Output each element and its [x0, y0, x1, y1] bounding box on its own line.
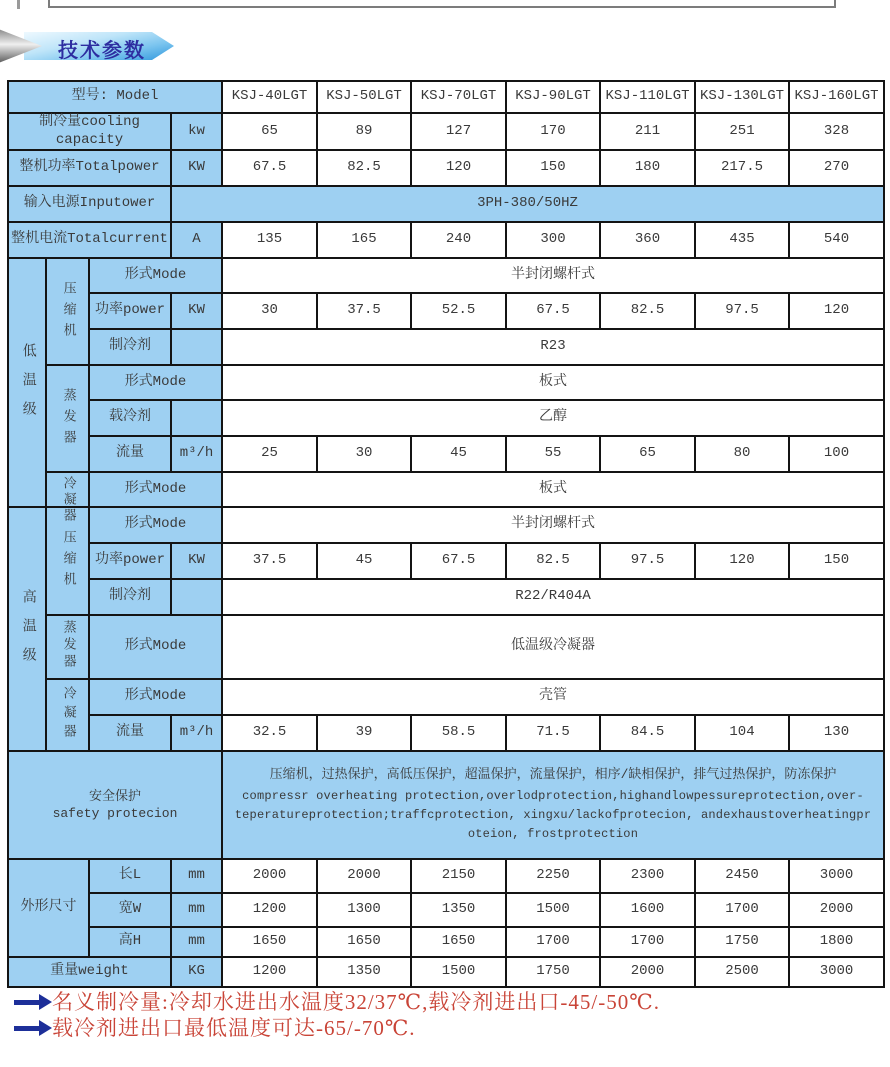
- value-cell: 150: [789, 543, 884, 579]
- model-cell: KSJ-70LGT: [411, 81, 506, 113]
- value-cell: 120: [695, 543, 789, 579]
- row-label-cell: 形式Mode: [89, 615, 222, 679]
- value-cell: 435: [695, 222, 789, 258]
- value-cell: 180: [600, 150, 695, 186]
- model-row: [8, 81, 884, 113]
- lt-refrigerant-row: [8, 329, 884, 365]
- value-cell: 55: [506, 436, 600, 472]
- value-cell: 52.5: [411, 293, 506, 329]
- value-cell: 2000: [222, 859, 317, 893]
- value-cell: 217.5: [695, 150, 789, 186]
- value-cell: 104: [695, 715, 789, 751]
- value-cell: 97.5: [600, 543, 695, 579]
- component-label-cell: [46, 258, 89, 365]
- ht-compressor-mode-row: [8, 507, 884, 543]
- unit-cell: KG: [171, 957, 222, 987]
- spec-table: [7, 80, 885, 988]
- value-cell: 3000: [789, 859, 884, 893]
- value-cell: 1500: [506, 893, 600, 927]
- value-cell: 45: [317, 543, 411, 579]
- value-cell: 1700: [506, 927, 600, 957]
- lt-compressor-label: 压缩机: [60, 280, 76, 344]
- value-cell: 1350: [317, 957, 411, 987]
- value-cell: 82.5: [317, 150, 411, 186]
- row-label-cell: 制冷剂: [89, 579, 171, 615]
- value-cell: 板式: [222, 365, 884, 400]
- value-cell: 32.5: [222, 715, 317, 751]
- unit-cell: m³/h: [171, 715, 222, 751]
- row-label-cell: 制冷剂: [89, 329, 171, 365]
- value-cell: 25: [222, 436, 317, 472]
- unit-cell: m³/h: [171, 436, 222, 472]
- row-label-cell: 形式Mode: [89, 679, 222, 715]
- value-cell: 乙醇: [222, 400, 884, 436]
- value-cell: 1600: [600, 893, 695, 927]
- value-cell: R22/R404A: [222, 579, 884, 615]
- value-cell: 1200: [222, 957, 317, 987]
- value-cell: 165: [317, 222, 411, 258]
- row-label-cell: 形式Mode: [89, 365, 222, 400]
- safety-line: 压缩机，过热保护，高低压保护，超温保护，流量保护，相序/缺相保护，排气过热保护，防冻保护: [269, 767, 837, 782]
- value-cell: 3000: [789, 957, 884, 987]
- value-cell: 板式: [222, 472, 884, 507]
- model-cell: KSJ-50LGT: [317, 81, 411, 113]
- safety-label-en: safety protecion: [52, 805, 178, 821]
- row-label-cell: 宽W: [89, 893, 171, 927]
- total-power-row: [8, 150, 884, 186]
- ht-flow-row: [8, 715, 884, 751]
- unit-cell: mm: [171, 893, 222, 927]
- ht-compressor-power-row: [8, 543, 884, 579]
- arrow-icon: [14, 1000, 40, 1005]
- value-cell: 2450: [695, 859, 789, 893]
- value-cell: 270: [789, 150, 884, 186]
- lt-section-label: 低温级: [19, 342, 36, 430]
- value-cell: 30: [222, 293, 317, 329]
- lt-condenser-label: 冷凝器: [60, 476, 76, 524]
- lt-flow-row: [8, 436, 884, 472]
- value-cell: 壳管: [222, 679, 884, 715]
- arrow-icon: [14, 1026, 40, 1031]
- model-cell: KSJ-110LGT: [600, 81, 695, 113]
- safety-line: oteion, frostprotection: [467, 827, 639, 841]
- value-cell: 1700: [695, 893, 789, 927]
- lt-evaporator-mode-row: [8, 365, 884, 400]
- value-cell: 1750: [506, 957, 600, 987]
- lt-coolant-row: [8, 400, 884, 436]
- value-cell: 540: [789, 222, 884, 258]
- row-label-cell: 输入电源Inputower: [8, 186, 171, 222]
- row-label-cell: 形式Mode: [89, 507, 222, 543]
- value-cell: 1350: [411, 893, 506, 927]
- unit-cell: KW: [171, 293, 222, 329]
- value-cell: 37.5: [317, 293, 411, 329]
- unit-cell: [171, 329, 222, 365]
- note-line: [10, 1016, 880, 1041]
- component-label-cell: [46, 365, 89, 472]
- value-cell: 1200: [222, 893, 317, 927]
- value-cell: 82.5: [600, 293, 695, 329]
- value-cell: 100: [789, 436, 884, 472]
- component-label-cell: [46, 679, 89, 751]
- value-cell: 300: [506, 222, 600, 258]
- value-cell: 1300: [317, 893, 411, 927]
- tech-params-banner: [0, 27, 220, 65]
- value-cell: 97.5: [695, 293, 789, 329]
- value-cell: 84.5: [600, 715, 695, 751]
- cooling-capacity-row: [8, 113, 884, 150]
- weight-row: [8, 957, 884, 987]
- value-cell: 65: [600, 436, 695, 472]
- unit-cell: [171, 400, 222, 436]
- component-label-cell: [46, 615, 89, 679]
- row-label-cell: 整机功率Totalpower: [8, 150, 171, 186]
- value-cell: 2000: [600, 957, 695, 987]
- ht-evaporator-mode-row: [8, 615, 884, 679]
- value-cell: 211: [600, 113, 695, 150]
- note-text: 载冷剂进出口最低温度可达-65/-70℃.: [52, 1016, 416, 1040]
- value-cell: 328: [789, 113, 884, 150]
- lt-evaporator-label: 蒸发器: [60, 387, 76, 451]
- ht-condenser-label: 冷凝器: [60, 685, 76, 743]
- value-cell: 2500: [695, 957, 789, 987]
- value-cell: 58.5: [411, 715, 506, 751]
- value-cell: 2000: [789, 893, 884, 927]
- value-cell: 1500: [411, 957, 506, 987]
- value-cell: 120: [411, 150, 506, 186]
- value-cell: 67.5: [222, 150, 317, 186]
- ht-refrigerant-row: [8, 579, 884, 615]
- total-current-row: [8, 222, 884, 258]
- value-cell: 2000: [317, 859, 411, 893]
- note-text: 名义制冷量:冷却水进出水温度32/37℃,载冷剂进出口-45/-50℃.: [52, 990, 660, 1014]
- value-cell: 65: [222, 113, 317, 150]
- lt-compressor-mode-row: [8, 258, 884, 293]
- value-cell: 67.5: [506, 293, 600, 329]
- ht-evaporator-label: 蒸发器: [60, 620, 76, 671]
- unit-cell: mm: [171, 927, 222, 957]
- value-cell: 2300: [600, 859, 695, 893]
- row-label-cell: 流量: [89, 436, 171, 472]
- unit-cell: KW: [171, 150, 222, 186]
- lt-compressor-power-row: [8, 293, 884, 329]
- footnotes: [10, 990, 880, 1042]
- model-cell: KSJ-90LGT: [506, 81, 600, 113]
- value-cell: 39: [317, 715, 411, 751]
- model-cell: KSJ-160LGT: [789, 81, 884, 113]
- row-label-cell: 整机电流Totalcurrent: [8, 222, 171, 258]
- value-cell: 360: [600, 222, 695, 258]
- value-cell: 1650: [222, 927, 317, 957]
- row-label-cell: 形式Mode: [89, 258, 222, 293]
- value-cell: 1750: [695, 927, 789, 957]
- value-cell: 89: [317, 113, 411, 150]
- value-cell: 1800: [789, 927, 884, 957]
- row-label-cell: 流量: [89, 715, 171, 751]
- row-label-cell: 功率power: [89, 543, 171, 579]
- model-cell: KSJ-130LGT: [695, 81, 789, 113]
- value-cell: 1700: [600, 927, 695, 957]
- value-cell: 67.5: [411, 543, 506, 579]
- value-cell: 1650: [411, 927, 506, 957]
- input-power-row: [8, 186, 884, 222]
- unit-cell: KW: [171, 543, 222, 579]
- unit-cell: kw: [171, 113, 222, 150]
- safety-line: teperatureprotection;traffcprotection, xingxu/lackofprotecion, andexhaustoverheatingpr: [234, 808, 872, 822]
- unit-cell: A: [171, 222, 222, 258]
- safety-label-cn: 安全保护: [88, 788, 141, 804]
- value-cell: 半封闭螺杆式: [222, 507, 884, 543]
- safety-label-cell: [8, 751, 222, 859]
- unit-cell: mm: [171, 859, 222, 893]
- row-label-cell: 重量weight: [8, 957, 171, 987]
- value-cell: 80: [695, 436, 789, 472]
- dimensions-label-cell: 外形尺寸: [8, 859, 89, 957]
- value-cell: R23: [222, 329, 884, 365]
- value-cell: 半封闭螺杆式: [222, 258, 884, 293]
- top-box-remnant: [48, 0, 836, 8]
- row-label-cell: 长L: [89, 859, 171, 893]
- row-label-cell: 高H: [89, 927, 171, 957]
- value-cell: 150: [506, 150, 600, 186]
- row-label-cell: 载冷剂: [89, 400, 171, 436]
- value-cell: 2250: [506, 859, 600, 893]
- section-label-cell: [8, 258, 46, 507]
- value-cell: 170: [506, 113, 600, 150]
- value-cell: 3PH-380/50HZ: [171, 186, 884, 222]
- note-line: [10, 990, 880, 1015]
- section-label-cell: [8, 507, 46, 751]
- safety-row: [8, 751, 884, 859]
- value-cell: 240: [411, 222, 506, 258]
- safety-line: compressr overheating protection,overlodprotection,highandlowpessureprotection,over-: [242, 789, 864, 803]
- width-row: [8, 893, 884, 927]
- model-cell: KSJ-40LGT: [222, 81, 317, 113]
- value-cell: 82.5: [506, 543, 600, 579]
- value-cell: 120: [789, 293, 884, 329]
- lt-condenser-mode-row: [8, 472, 884, 507]
- row-label-cell: 形式Mode: [89, 472, 222, 507]
- value-cell: 2150: [411, 859, 506, 893]
- value-cell: 30: [317, 436, 411, 472]
- row-label-cell: 功率power: [89, 293, 171, 329]
- value-cell: 130: [789, 715, 884, 751]
- banner-title: 技术参数: [58, 40, 146, 62]
- safety-text-cell: [222, 751, 884, 859]
- row-label-cell: 制冷量cooling capacity: [8, 113, 171, 150]
- value-cell: 71.5: [506, 715, 600, 751]
- height-row: [8, 927, 884, 957]
- model-row-label: 型号: Model: [8, 81, 222, 113]
- component-label-cell: [46, 472, 89, 524]
- unit-cell: [171, 579, 222, 615]
- ht-condenser-mode-row: [8, 679, 884, 715]
- value-cell: 251: [695, 113, 789, 150]
- value-cell: 1650: [317, 927, 411, 957]
- ht-section-label: 高温级: [19, 589, 36, 676]
- length-row: [8, 859, 884, 893]
- value-cell: 135: [222, 222, 317, 258]
- top-left-stub: [17, 0, 20, 9]
- value-cell: 45: [411, 436, 506, 472]
- value-cell: 127: [411, 113, 506, 150]
- value-cell: 低温级冷凝器: [222, 615, 884, 679]
- ht-compressor-label: 压缩机: [60, 530, 76, 594]
- value-cell: 37.5: [222, 543, 317, 579]
